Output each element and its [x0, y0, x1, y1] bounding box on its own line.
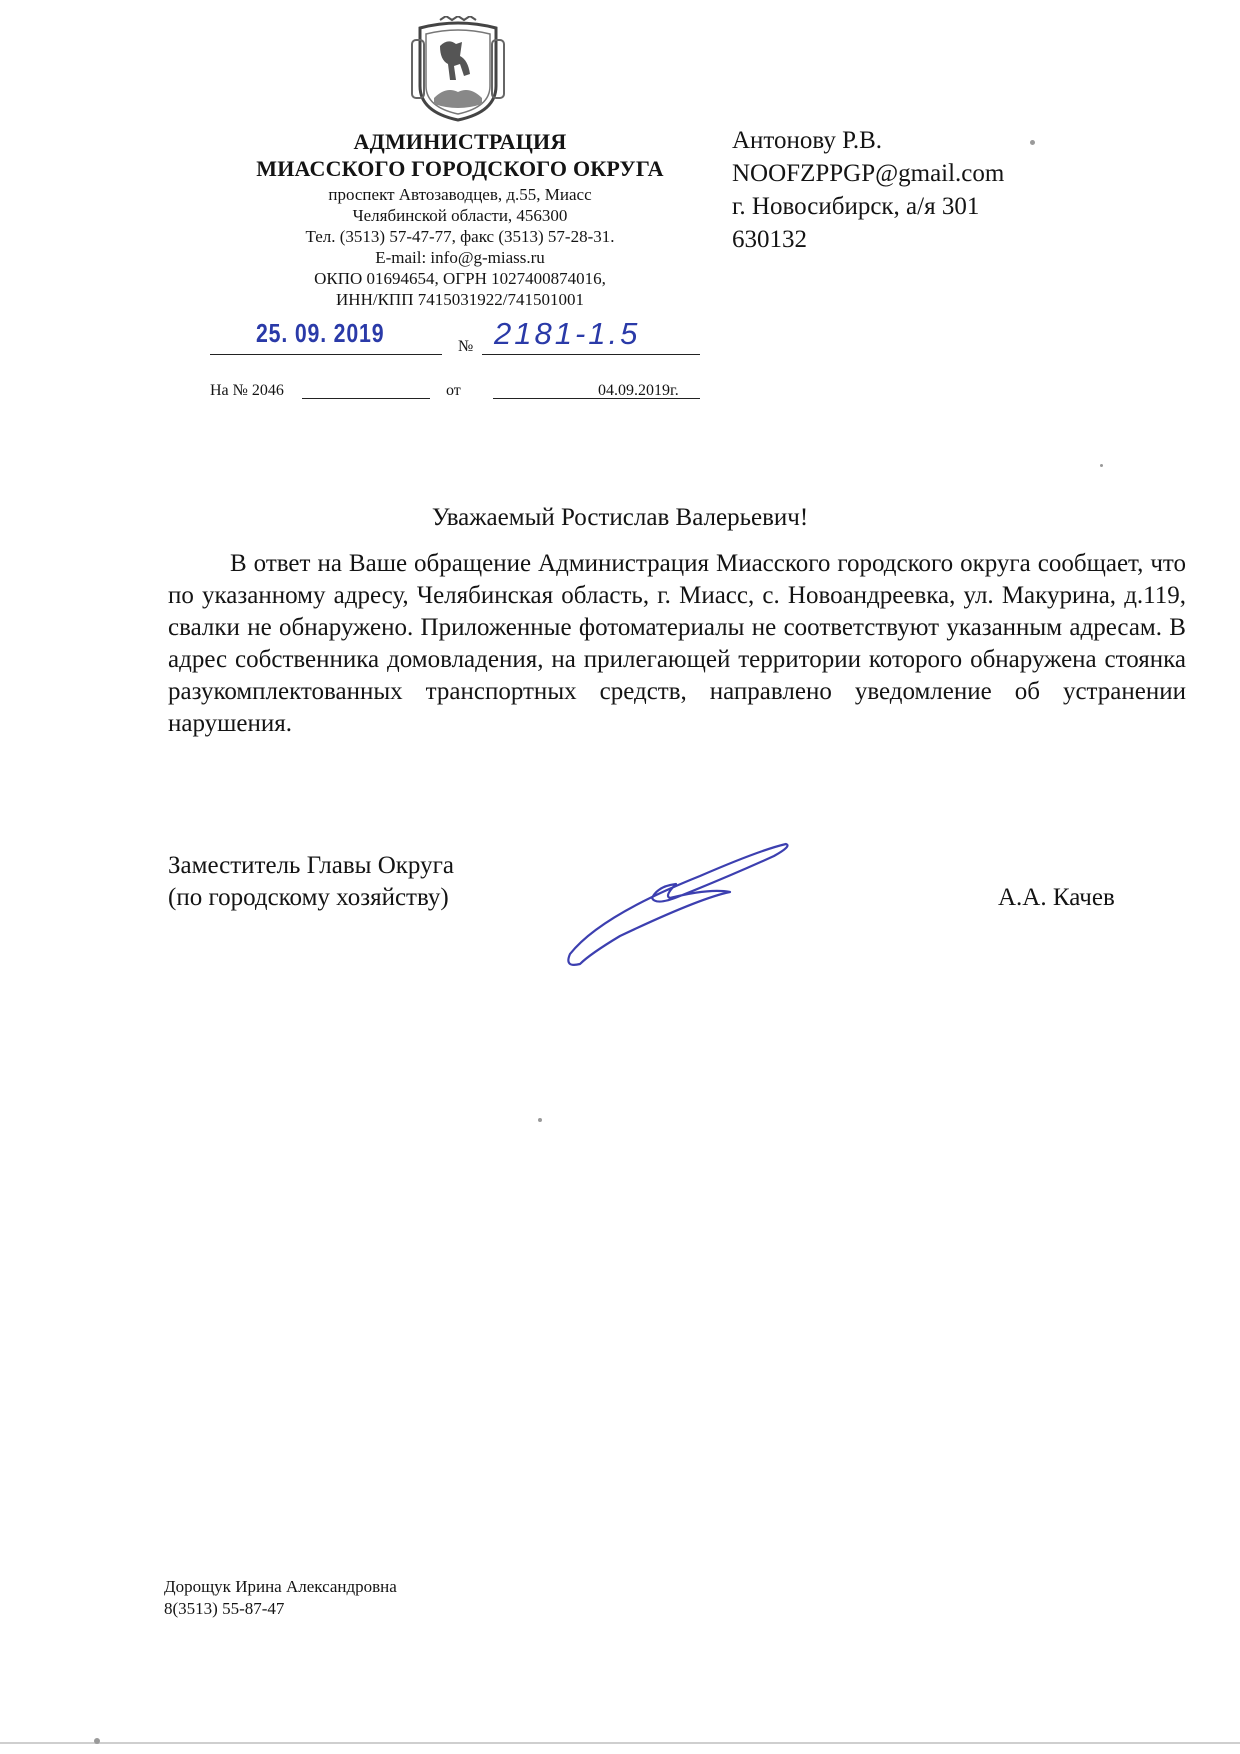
recipient-block [732, 124, 1152, 256]
executor-block [164, 1576, 397, 1620]
organization-header [200, 128, 720, 310]
registration-number-label: № [458, 338, 474, 355]
reference-number-label: На № 2046 [210, 382, 284, 399]
email-line: E-mail: info@g-miass.ru [375, 248, 545, 267]
phone-fax-line: Тел. (3513) 57-47-77, факс (3513) 57-28-31. [305, 227, 615, 246]
region-line: Челябинской области, 456300 [352, 206, 568, 225]
organization-name-line2: МИАССКОГО ГОРОДСКОГО ОКРУГА [256, 156, 664, 181]
scan-dust [538, 1118, 542, 1122]
signatory-title-line1: Заместитель Главы Округа [168, 852, 454, 879]
reference-number-underline [302, 398, 430, 399]
coat-of-arms-icon [410, 16, 506, 124]
organization-details [200, 184, 720, 310]
recipient-email: NOOFZPPGP@gmail.com [732, 160, 1005, 187]
recipient-address: г. Новосибирск, а/я 301 [732, 193, 980, 220]
salutation: Уважаемый Ростислав Валерьевич! [431, 504, 809, 531]
recipient-name: Антонову Р.В. [732, 127, 883, 154]
recipient-postcode: 630132 [732, 226, 807, 253]
registration-date-underline [210, 354, 442, 355]
address-line: проспект Автозаводцев, д.55, Миасс [328, 185, 592, 204]
registration-row [210, 318, 700, 358]
inn-kpp-line: ИНН/КПП 7415031922/741501001 [336, 290, 584, 309]
registration-date-stamp: 25. 09. 2019 [256, 318, 385, 348]
handwritten-signature [560, 836, 800, 974]
letter-body: В ответ на Ваше обращение Администрация Миасского городского округа сообщает, что по указанному адресу, Челябинская область, г. Миасс, с. Новоандреевка, ул. Макурина, д.119, свалки не обнаружено. Приложенные фотоматериалы не соответствуют указанным адресам. В адрес собственника домовладения, на прилегающей территории которого обнаружена стоянка разукомплектованных транспортных средств, направлено уведомление об устранении нарушения. [168, 550, 1186, 737]
executor-name: Дорощук Ирина Александровна [164, 1577, 397, 1596]
reference-from-label: от [446, 382, 461, 399]
registration-number-underline [482, 354, 700, 355]
organization-name-line1: АДМИНИСТРАЦИЯ [353, 129, 567, 154]
signatory-name: А.А. Качев [998, 884, 1115, 911]
reference-row [210, 380, 700, 404]
scan-dust [1100, 464, 1103, 467]
okpo-ogrn-line: ОКПО 01694654, ОГРН 1027400874016, [314, 269, 606, 288]
executor-phone: 8(3513) 55-87-47 [164, 1599, 285, 1618]
registration-number: 2181-1.5 [494, 316, 641, 351]
reference-date: 04.09.2019г. [598, 382, 679, 399]
scan-dust [1030, 140, 1035, 145]
scan-dust [94, 1738, 100, 1744]
signatory-title [168, 850, 454, 914]
scan-edge [0, 1742, 1240, 1744]
signatory-title-line2: (по городскому хозяйству) [168, 884, 449, 911]
